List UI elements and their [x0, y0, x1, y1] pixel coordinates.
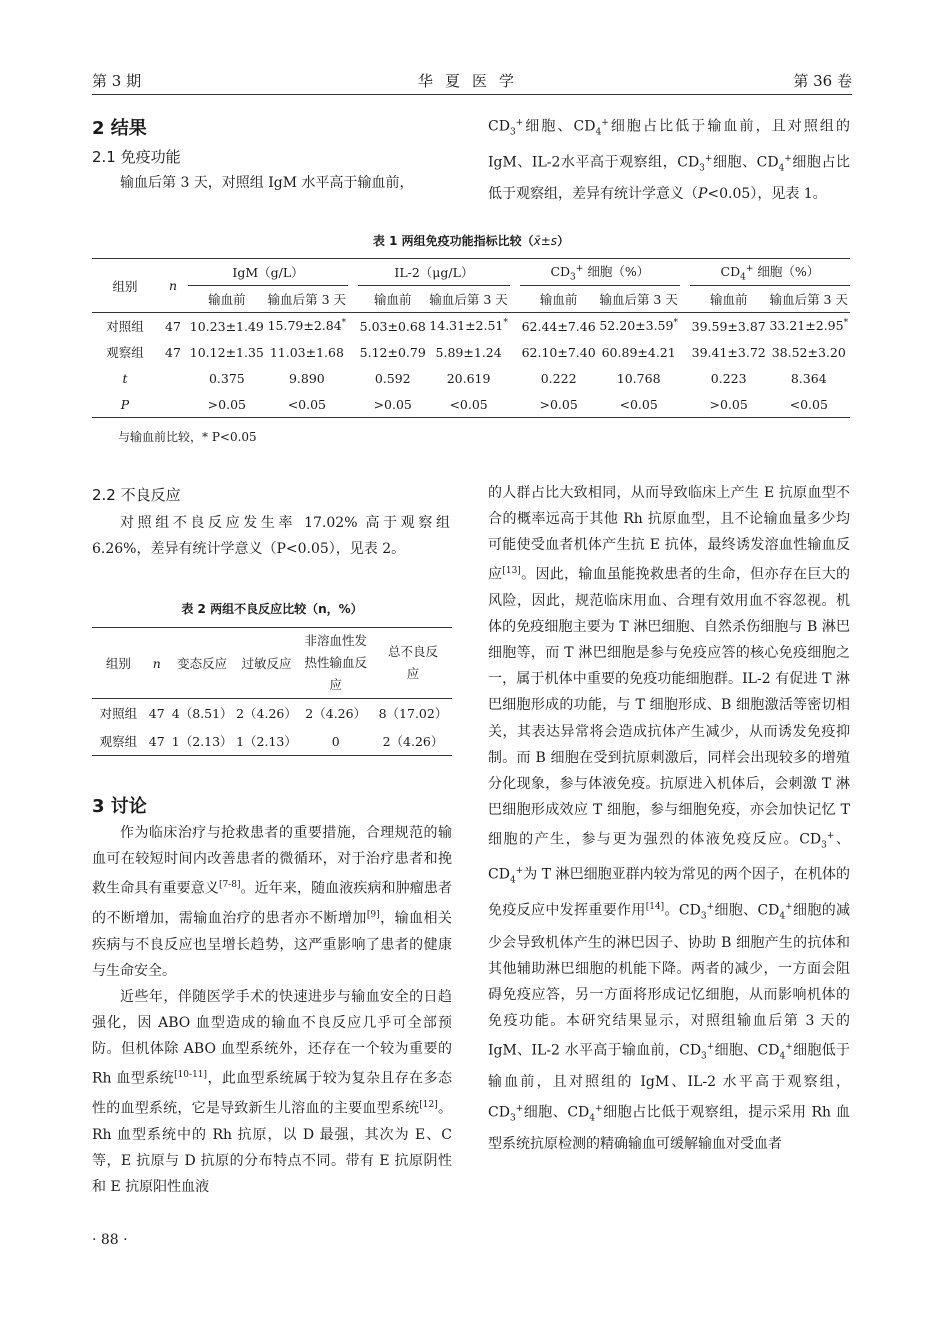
table2-header-group: 组别	[105, 656, 131, 671]
table1-row-n: 47	[165, 344, 181, 360]
table1-sub-after: 输血后第 3 天	[769, 292, 848, 307]
table1-cell: 8.364	[790, 370, 827, 386]
subsection-heading-adverse: 2.2 不良反应	[92, 486, 181, 504]
journal-name: 华夏医学	[417, 72, 526, 90]
table1-cell: 60.89±4.21	[601, 344, 676, 360]
table1-row-label: P	[120, 396, 130, 412]
table1-cell: >0.05	[539, 396, 578, 412]
table2-cell: 0	[331, 733, 340, 749]
table1-cell: 5.89±1.24	[435, 344, 502, 360]
table1-sub-after: 输血后第 3 天	[599, 292, 678, 307]
table1-row-n: 47	[165, 318, 181, 334]
table2-cell: 观察组	[99, 734, 138, 749]
header-rule	[92, 94, 852, 95]
adverse-paragraph: 对照组不良反应发生率 17.02% 高于观察组 6.26%，差异有统计学意义（P<0.05），见表 2。	[92, 515, 450, 558]
table1-caption: 表 1 两组免疫功能指标比较（x̄±s）	[372, 234, 570, 248]
table1-cell: 52.20±3.59*	[599, 318, 678, 334]
table1-cell: 62.10±7.40	[521, 344, 596, 360]
table2-header-febrile: 非溶血性发热性输血反应	[304, 633, 367, 692]
table2-cell: 2（4.26）	[305, 706, 367, 721]
table1-cell: 11.03±1.68	[269, 344, 344, 360]
table2-header-total: 总不良反应	[387, 644, 438, 681]
table1-note: 与输血前比较，* P<0.05	[118, 430, 257, 444]
table1-immune-function	[92, 258, 850, 418]
table1-cell: 10.12±1.35	[189, 344, 264, 360]
discussion-left-column: 作为临床治疗与抢救患者的重要措施，合理规范的输血可在较短时间内改善患者的微循环，对于治疗患者和挽救生命具有重要意义[7-8]。近年来，随血液疾病和肿瘤患者的不断增加，需输血治疗的患者亦不断增加[9]，输血相关疾病与不良反应也呈增长趋势，这严重影响了患者的健康与生命安全。 近些年，伴随医学手术的快速进步与输血安全的日趋强化，因 ABO 血型造成的输血不良反应几乎可全部预防。但机体除 ABO 血型系统外，还存在一个较为重要的 Rh 血型系统[10-11]，此血型系统属于较为复杂且存在多态性的血型系统，它是导致新生儿溶血的主要血型系统[12]。Rh 血型系统中的 Rh 抗原，以 D 最强，其次为 E、C 等，E 抗原与 D 抗原的分布特点不同。带有 E 抗原阴性和 E 抗原阳性血液	[92, 825, 453, 1195]
table1-header-igm: IgM（g/L）	[188, 259, 348, 286]
table2-cell: 8（17.02）	[378, 706, 448, 721]
table1-cell: <0.05	[619, 396, 658, 412]
table2-header-n: n	[152, 655, 161, 671]
table1-row-n	[158, 391, 188, 418]
table2-header-allergic: 变态反应	[177, 656, 228, 671]
table2-cell: 1（2.13）	[171, 734, 233, 749]
table1-cell: 5.12±0.79	[359, 344, 426, 360]
table1-row-label: 观察组	[106, 345, 144, 360]
table1-row-label: t	[122, 370, 128, 386]
table1-cell: >0.05	[709, 396, 748, 412]
section-heading-results: 2 结果	[92, 118, 147, 139]
table1-cell: 39.59±3.87	[691, 318, 766, 334]
table1-sub-before: 输血前	[539, 292, 578, 307]
table1-cell: <0.05	[449, 396, 488, 412]
volume-number: 第 36 卷	[793, 72, 852, 90]
table1-cell: >0.05	[207, 396, 246, 412]
table2-header-hypersensitive: 过敏反应	[241, 656, 292, 671]
table1-cell: 33.21±2.95*	[769, 318, 849, 334]
table2-cell: 2（4.26）	[382, 734, 444, 749]
table2-cell: 4（8.51）	[171, 706, 233, 721]
running-header	[92, 70, 852, 94]
immune-paragraph-continued: $CD_3^+$细胞、$CD_4^+$细胞占比低于输血前，且对照组的 IgM、IL-2水平高于观察组，$CD_3^+$细胞、$CD_4^+$细胞占比低于观察组，差异有统计学意义（P<0.05），见表 1。	[488, 118, 851, 203]
table2-cell: 47	[148, 733, 165, 749]
table1-sub-before: 输血前	[208, 292, 246, 307]
table1-cell: 0.592	[374, 370, 411, 386]
table1-cell: 9.890	[288, 370, 325, 386]
table1-header-cd4: $CD_4^+$ 细胞（%）	[690, 259, 850, 286]
table2-caption: 表 2 两组不良反应比较（n，%）	[181, 602, 363, 616]
table2-cell: 1（2.13）	[236, 734, 297, 749]
table1-cell: 0.375	[208, 370, 245, 386]
table2-adverse-reactions	[92, 627, 452, 756]
table1-header-n: n	[168, 278, 178, 293]
table1-cell: 20.619	[446, 370, 491, 386]
table1-cell: >0.05	[373, 396, 412, 412]
table1-header-group: 组别	[112, 278, 138, 294]
table1-header-il2: IL-2（μg/L）	[358, 259, 510, 286]
subsection-heading-immune: 2.1 免疫功能	[92, 148, 181, 166]
table1-row	[92, 339, 850, 365]
table1-cell: 14.31±2.51*	[429, 318, 508, 334]
table2-cell: 47	[148, 705, 165, 721]
table1-body	[92, 313, 850, 418]
table1-cell: 0.223	[710, 370, 747, 386]
table1-sub-after: 输血后第 3 天	[429, 292, 508, 307]
table1-row-n	[158, 365, 188, 391]
table1-row	[92, 391, 850, 418]
section-heading-discussion: 3 讨论	[92, 796, 147, 817]
table1-cell: 5.03±0.68	[359, 318, 426, 334]
discussion-right-column: 的人群占比大致相同，从而导致临床上产生 E 抗原血型不合的概率远高于其他 Rh 抗原血型，且不论输血量多少均可能使受血者机体产生抗 E 抗体，最终诱发溶血性输血反应[13]。因此，输血虽能挽救患者的生命，但亦存在巨大的风险，因此，规范临床用血、合理有效用血不容忽视。机体的免疫细胞主要为 T 淋巴细胞、自然杀伤细胞与 B 淋巴细胞等，而 T 淋巴细胞是参与免疫应答的核心免疫细胞之一，属于机体中重要的免疫功能细胞群。IL-2 有促进 T 淋巴细胞形成的功能，与 T 细胞形成、B 细胞激活等密切相关，其表达异常将会造成抗体产生减少，从而诱发免疫抑制。而 B 细胞在受到抗原刺激后，同样会出现较多的增殖分化现象，参与体液免疫。抗原进入机体后，会刺激 T 淋巴细胞形成效应 T 细胞，参与细胞免疫，亦会加快记忆 T 细胞的产生，参与更为强烈的体液免疫反应。$CD_3^+$、$CD_4^+$为 T 淋巴细胞亚群内较为常见的两个因子，在机体的免疫反应中发挥重要作用[14]。$CD_3^+$细胞、$CD_4^+$细胞的减少会导致机体产生的淋巴因子、协助 B 细胞产生的抗体和其他辅助淋巴细胞的机能下降。两者的减少，一方面会阻碍免疫应答，另一方面将形成记忆细胞，从而影响机体的免疫功能。本研究结果显示，对照组输血后第 3 天的 IgM、IL-2 水平高于输血前，$CD_3^+$细胞、$CD_4^+$细胞低于输血前，且对照组的 IgM、IL-2 水平高于观察组，$CD_3^+$细胞、$CD_4^+$细胞占比低于观察组，提示采用 Rh 血型系统抗原检测的精确输血可缓解输血对受血者	[488, 485, 851, 1153]
table1-cell: 62.44±7.46	[521, 318, 596, 334]
table1-cell: 15.79±2.84*	[267, 318, 347, 334]
table1-cell: 38.52±3.20	[771, 344, 846, 360]
table1-cell: 39.41±3.72	[691, 344, 766, 360]
page-number: · 88 ·	[92, 1232, 128, 1248]
table1-sub-before: 输血前	[709, 292, 748, 307]
table1-cell: <0.05	[789, 396, 828, 412]
table1-row	[92, 313, 850, 340]
table2-cell: 对照组	[99, 706, 138, 721]
table1-header-cd3: $CD_3^+$ 细胞（%）	[520, 259, 680, 286]
table1-row-label: 对照组	[106, 319, 144, 334]
table1-row	[92, 365, 850, 391]
table2-cell: 2（4.26）	[236, 706, 297, 721]
table1-sub-after: 输血后第 3 天	[267, 292, 347, 307]
table1-cell: 10.768	[616, 370, 661, 386]
table1-cell: 10.23±1.49	[189, 318, 264, 334]
table1-cell: 0.222	[540, 370, 577, 386]
table1-sub-before: 输血前	[373, 292, 412, 307]
table1-cell: <0.05	[287, 396, 327, 412]
immune-paragraph-start: 输血后第 3 天，对照组 IgM 水平高于输血前，	[120, 175, 414, 191]
issue-number: 第 3 期	[92, 72, 142, 90]
